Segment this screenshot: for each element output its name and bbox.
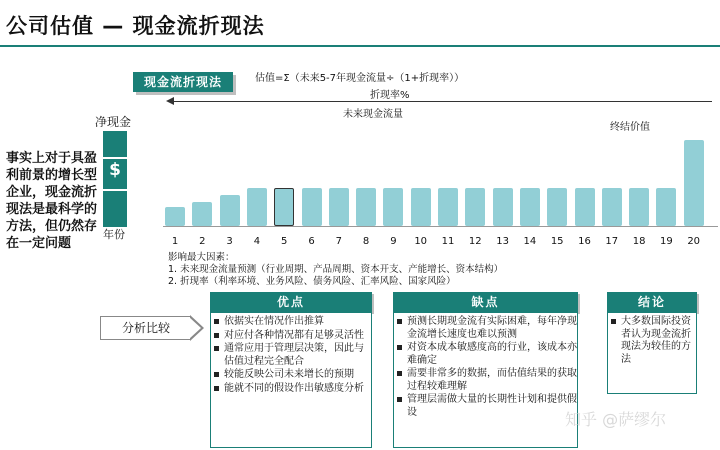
cashflow-bar <box>656 188 676 226</box>
x-tick-label: 2 <box>199 236 206 247</box>
discount-arrow-head <box>166 97 174 105</box>
cashflow-bar <box>684 140 704 226</box>
cons-item: 对资本成本敏感度高的行业，该成本亦难确定 <box>407 342 577 366</box>
x-tick-label: 16 <box>578 236 591 247</box>
cons-list <box>393 312 578 448</box>
cashflow-bar <box>383 188 403 226</box>
cashflow-bar <box>465 188 485 226</box>
x-tick-label: 5 <box>281 236 288 247</box>
terminal-value-label: 终结价值 <box>610 122 650 133</box>
cashflow-bar <box>165 207 185 226</box>
x-tick-label: 12 <box>468 236 482 247</box>
pros-item: 能就不同的假设作出敏感度分析 <box>224 383 371 396</box>
valuation-formula: 估值=Σ（未来5-7年现金流量÷（1+折现率）） <box>255 73 465 84</box>
cashflow-bar <box>329 188 349 226</box>
cons-header: 缺点 <box>393 292 578 312</box>
cashflow-bar <box>247 188 267 226</box>
cashflow-bar <box>356 188 376 226</box>
pros-item: 较能反映公司未来增长的预期 <box>224 369 371 382</box>
x-tick-label: 18 <box>632 236 646 247</box>
cashflow-bar <box>520 188 540 226</box>
cashflow-bar <box>493 188 513 226</box>
cashflow-bar <box>302 188 322 226</box>
analysis-arrow-icon-inner <box>189 317 201 339</box>
cashflow-bar <box>602 188 622 226</box>
x-tick-label: 13 <box>496 236 509 247</box>
key-factors <box>168 252 503 288</box>
y-axis-bar-divider <box>103 157 127 159</box>
cashflow-bar <box>438 188 458 226</box>
x-tick-label: 7 <box>335 236 342 247</box>
x-tick-label: 6 <box>308 236 315 247</box>
cashflow-bar <box>629 188 649 226</box>
discount-arrow-line <box>172 101 712 102</box>
cons-item: 管理层需做大量的长期性计划和提供假设 <box>407 394 577 418</box>
x-tick-label: 10 <box>414 236 428 247</box>
x-tick-label: 4 <box>253 236 261 247</box>
x-tick-label: 9 <box>390 236 397 247</box>
pros-item: 通常应用于管理层决策，因此与估值过程完全配合 <box>224 343 371 368</box>
side-commentary: 事实上对于具盈利前景的增长型企业，现金流折现法是最科学的方法，但仍然存在一定问题 <box>6 151 98 251</box>
cashflow-bar <box>411 188 431 226</box>
pros-item: 依据实在情况作出推算 <box>224 316 371 329</box>
factor-item: 1. 未来现金流量预测（行业周期、产品周期、资本开支、产能增长、资本结构） <box>168 264 504 275</box>
pros-header: 优点 <box>210 292 372 312</box>
dollar-icon: $ <box>109 160 121 180</box>
x-axis-label: 年份 <box>103 228 125 241</box>
x-tick-label: 14 <box>523 236 537 247</box>
cashflow-bar <box>274 188 294 226</box>
factors-heading: 影响最大因素： <box>168 252 235 263</box>
y-axis-label: 净现金 <box>95 115 132 129</box>
dcf-label-box: 现金流折现法 <box>133 72 233 92</box>
x-tick-label: 3 <box>226 236 233 247</box>
page-title: 公司估值 — 现金流折现法 <box>6 14 265 38</box>
conclusion-header: 结论 <box>607 292 697 312</box>
pros-item: 对应付各种情况都有足够灵活性 <box>224 330 371 343</box>
conclusion-list <box>607 312 697 394</box>
future-cashflow-label: 未来现金流量 <box>343 109 403 120</box>
x-tick-label: 20 <box>687 236 701 247</box>
y-axis-bar-divider <box>103 189 127 191</box>
x-tick-label: 15 <box>550 236 564 247</box>
cashflow-bar <box>192 202 212 226</box>
conclusion-item: 大多数国际投资者认为现金流折现法为较佳的方法 <box>621 316 696 366</box>
cashflow-bar <box>220 195 240 226</box>
analysis-label: 分析比较 <box>100 316 191 340</box>
pros-list <box>210 312 372 448</box>
x-tick-label: 1 <box>171 236 179 247</box>
cons-item: 需要非常多的数据，而估值结果的获取过程较难理解 <box>407 368 577 392</box>
title-divider <box>0 45 720 47</box>
watermark: 知乎 @萨缪尔 <box>565 410 667 429</box>
x-tick-label: 8 <box>362 236 370 247</box>
cashflow-bar <box>547 188 567 226</box>
x-tick-label: 17 <box>605 236 619 247</box>
x-axis-line <box>163 226 718 227</box>
factor-item: 2. 折现率（利率环境、业务风险、债务风险、汇率风险、国家风险） <box>168 276 456 287</box>
cons-item: 预测长期现金流有实际困难，每年净现金流增长速度也难以预测 <box>407 316 577 340</box>
x-tick-label: 11 <box>441 236 455 247</box>
x-tick-label: 19 <box>660 236 673 247</box>
discount-rate-label: 折现率% <box>370 90 410 101</box>
cashflow-bar <box>575 188 595 226</box>
